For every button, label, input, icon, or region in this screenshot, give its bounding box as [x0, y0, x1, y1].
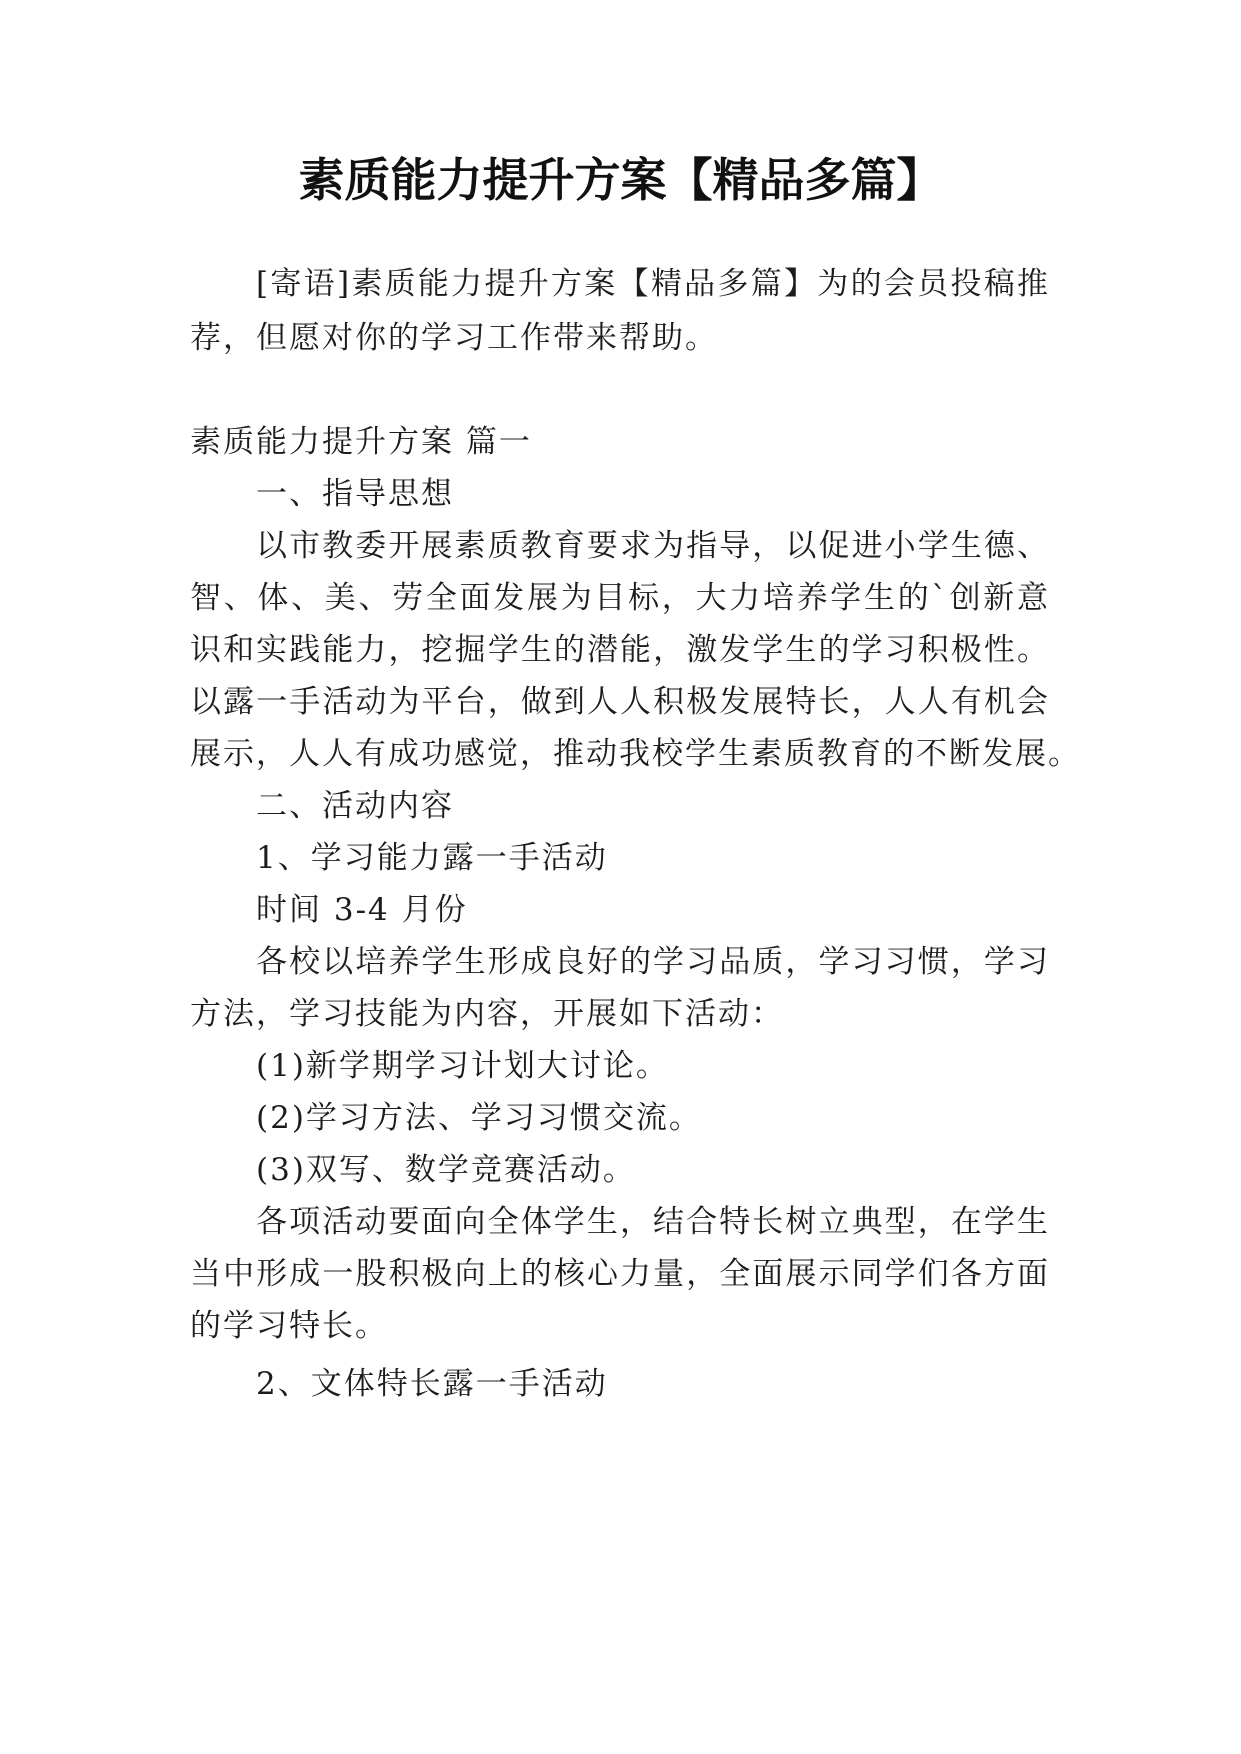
para-1-line-5: 展示，人人有成功感觉，推动我校学生素质教育的不断发展。	[190, 736, 1081, 772]
document-title: 素质能力提升方案【精品多篇】	[298, 153, 943, 207]
section-heading: 素质能力提升方案 篇一	[190, 424, 532, 460]
list-item: (1)新学期学习计划大讨论。	[256, 1048, 669, 1084]
para-2-line-2: 方法，学习技能为内容，开展如下活动：	[190, 996, 784, 1032]
sub-heading-learning-ability: 1、学习能力露一手活动	[256, 840, 608, 876]
intro-line-1: [寄语]素质能力提升方案【精品多篇】为的会员投稿推	[256, 266, 1050, 302]
intro-line-2: 荐，但愿对你的学习工作带来帮助。	[190, 320, 718, 356]
para-1-line-1: 以市教委开展素质教育要求为指导，以促进小学生德、	[256, 528, 1050, 564]
para-1-line-3: 识和实践能力，挖掘学生的潜能，激发学生的学习积极性。	[190, 632, 1050, 668]
activity-time: 时间 3-4 月份	[256, 892, 468, 928]
para-3-line-2: 当中形成一股积极向上的核心力量，全面展示同学们各方面	[190, 1256, 1050, 1292]
heading-activity-content: 二、活动内容	[256, 788, 454, 824]
list-item: (3)双写、数学竞赛活动。	[256, 1152, 636, 1188]
list-item: (2)学习方法、学习习惯交流。	[256, 1100, 702, 1136]
para-1-line-2: 智、体、美、劳全面发展为目标，大力培养学生的`创新意	[190, 580, 1050, 616]
para-1-line-4: 以露一手活动为平台，做到人人积极发展特长，人人有机会	[190, 684, 1050, 720]
para-3-line-1: 各项活动要面向全体学生，结合特长树立典型，在学生	[256, 1204, 1050, 1240]
para-3-line-3: 的学习特长。	[190, 1308, 388, 1344]
heading-guiding-thought: 一、指导思想	[256, 476, 454, 512]
sub-heading-arts-sports: 2、文体特长露一手活动	[256, 1366, 608, 1402]
para-2-line-1: 各校以培养学生形成良好的学习品质，学习习惯，学习	[256, 944, 1050, 980]
